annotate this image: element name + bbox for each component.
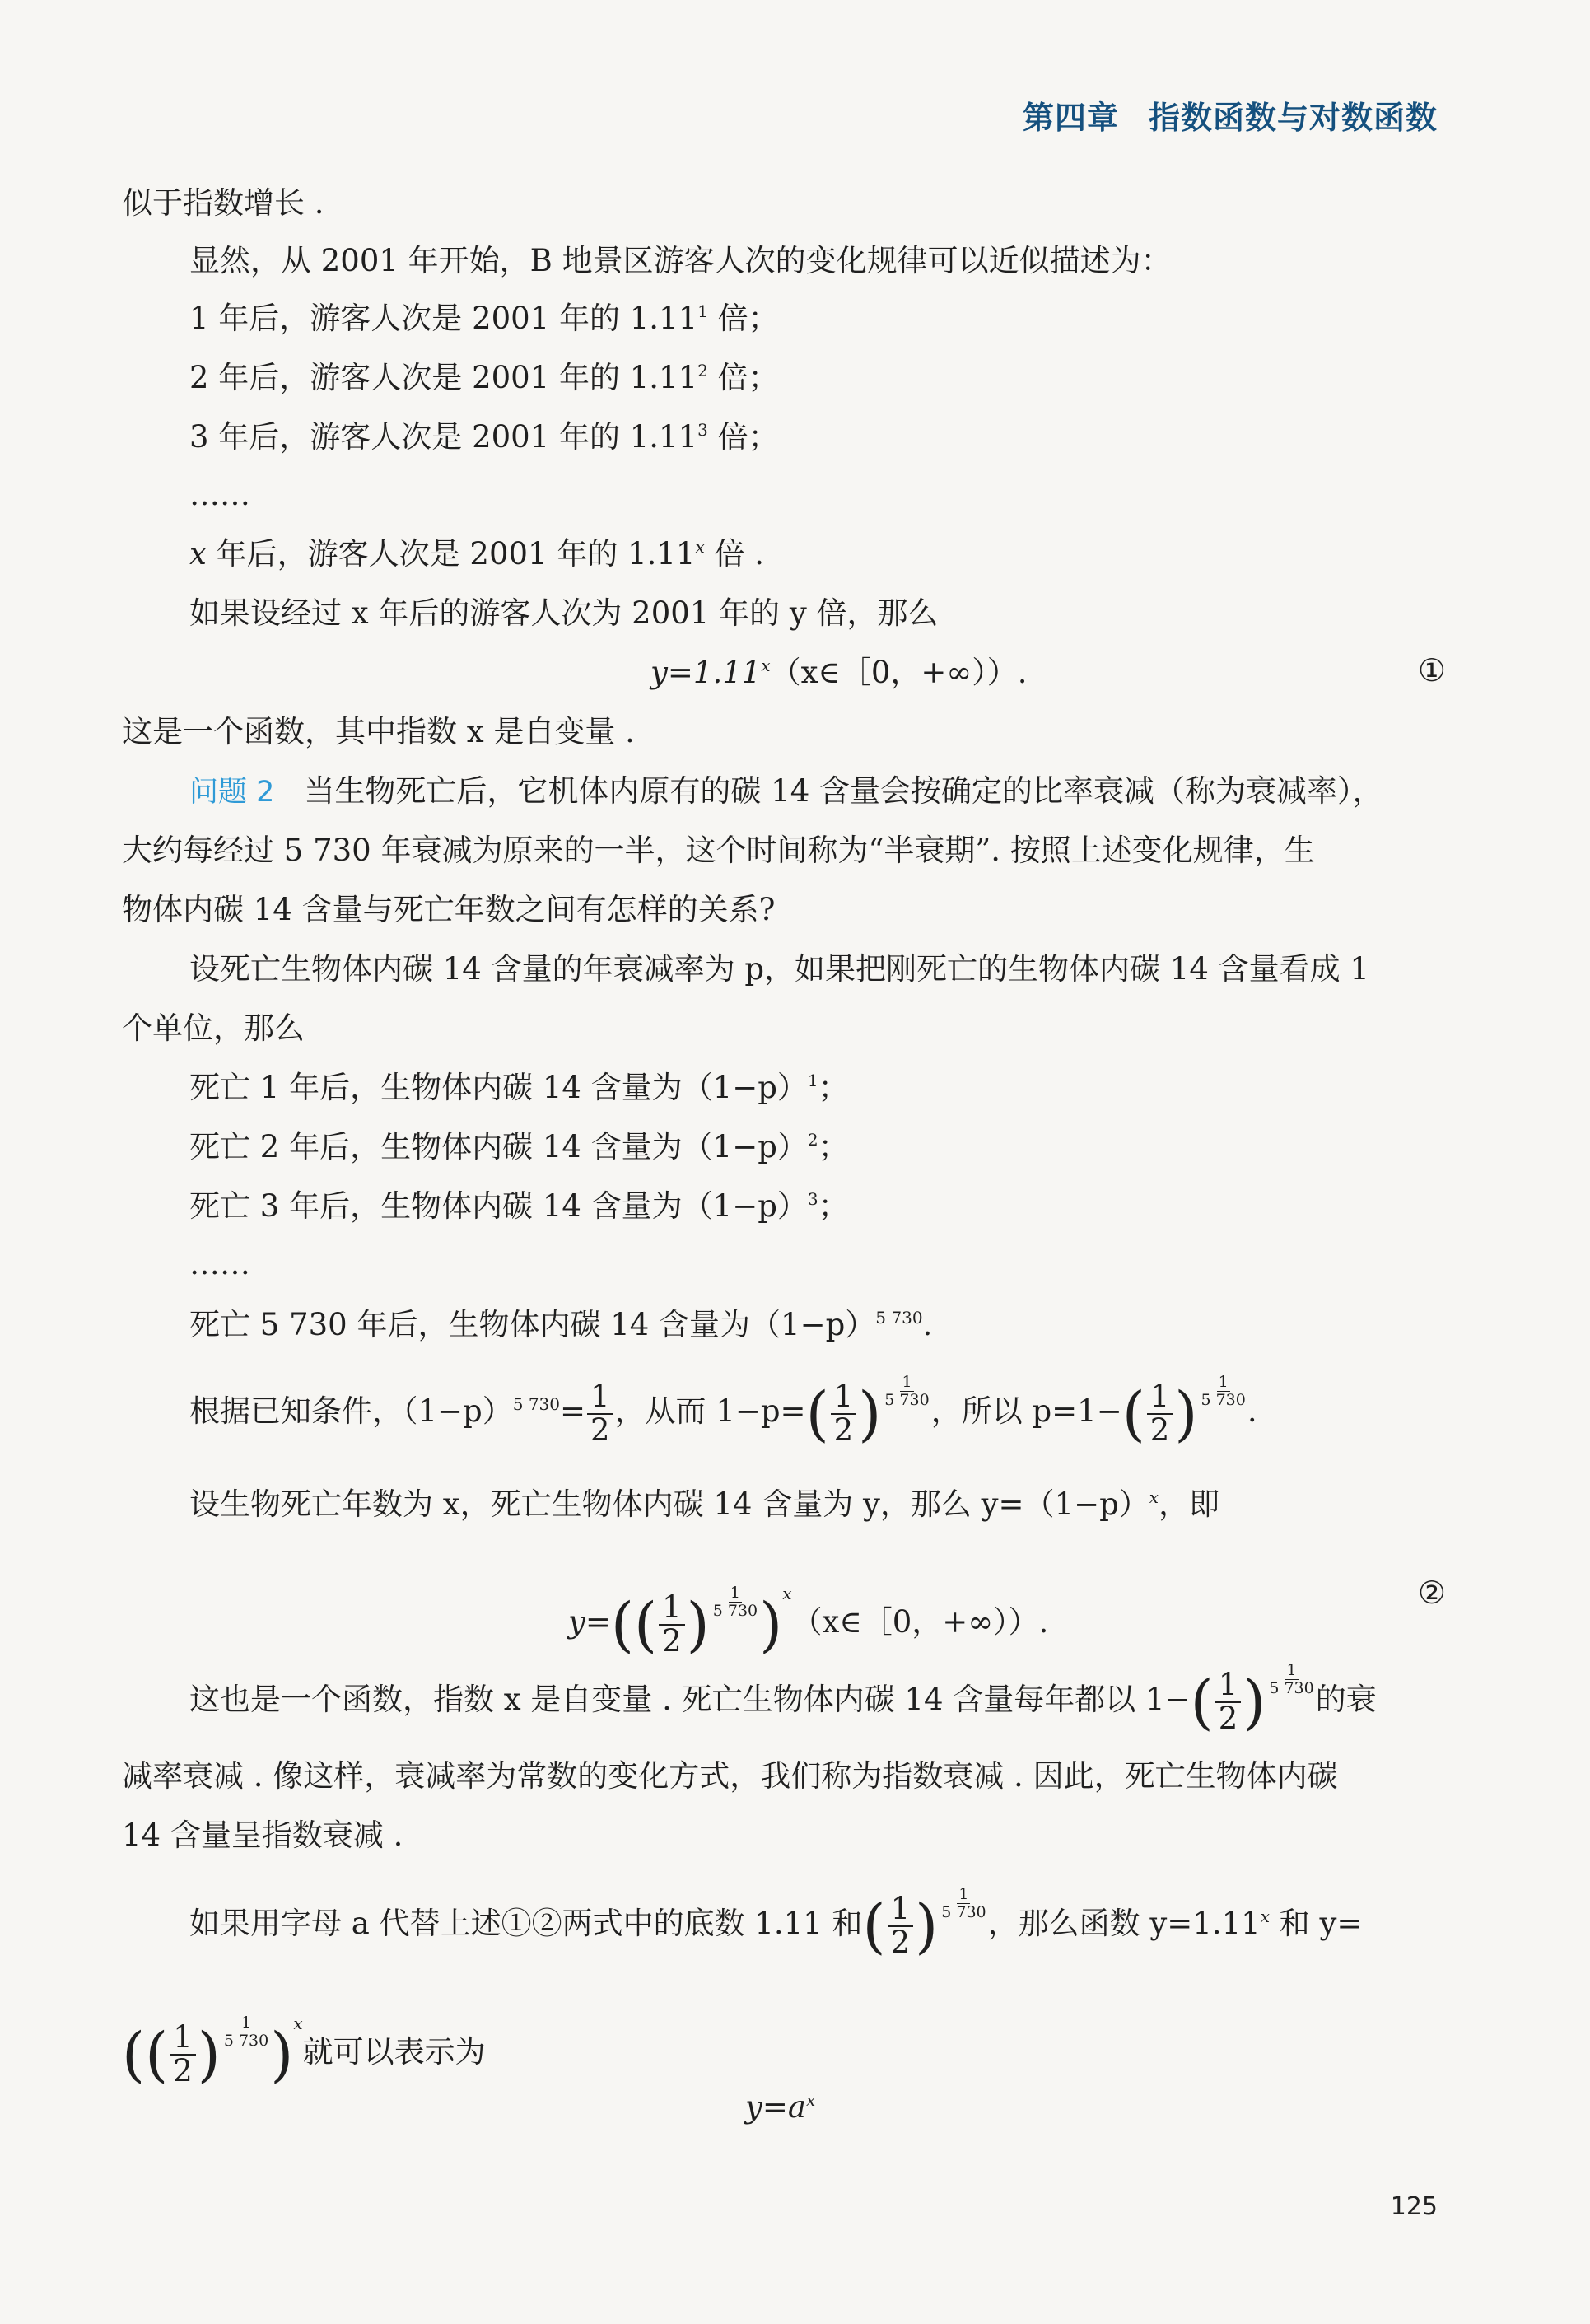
- equation-2: y=(( $\frac{1}{2}$ ) $\frac{1}{5 730}$ )$^x$（x∈［0，+∞））.: [568, 1584, 1049, 1659]
- text-line: 14 含量呈指数衰减 .: [122, 1818, 403, 1853]
- text-line: 个单位，那么: [122, 1010, 305, 1046]
- exponent-fraction: $\frac{1}{5 730}$: [884, 1373, 930, 1409]
- text-line: 问题 2 当生物死亡后，它机体内原有的碳 14 含量会按确定的比率衰减（称为衰减率），: [189, 773, 1383, 809]
- text-line: 死亡 1 年后，生物体内碳 14 含量为$(1-p)^1$；: [189, 1070, 849, 1105]
- chapter-header: [1023, 92, 1438, 138]
- equation-3: $y=a^x$: [745, 2089, 816, 2125]
- equation-1: $y=1.11^x(x\in[0$，+∞））.: [650, 655, 1028, 690]
- equation-marker-2: ②: [1417, 1575, 1446, 1611]
- page-number: 125: [1390, 2192, 1438, 2221]
- fraction: $\frac{1}{2}$: [170, 2022, 196, 2088]
- fraction: $\frac{1}{2}$: [831, 1381, 857, 1447]
- chapter-title: 指数函数与对数函数: [1148, 100, 1438, 136]
- fraction: $\frac{1}{2}$: [1147, 1381, 1173, 1447]
- text-line-fractions: 如果用字母 a 代替上述①②两式中的底数 1.11 和( $\frac{1}{2}$ ) $\frac{1}{5 730}$ ，那么函数 $y=1.11^x$ 和 y=: [189, 1885, 1363, 1961]
- text-line: 死亡 2 年后，生物体内碳 14 含量为$(1-p)^2$；: [189, 1129, 849, 1164]
- text-line: 似于指数增长 .: [122, 185, 324, 221]
- exponent-fraction: $\frac{1}{5 730}$: [712, 1584, 758, 1620]
- text-line: 这是一个函数，其中指数 x 是自变量 .: [122, 714, 635, 749]
- text-line: 设生物死亡年数为 x，死亡生物体内碳 14 含量为 y，那么 $y=(1-p)^x$，即: [189, 1486, 1220, 1522]
- problem-label: 问题 2: [189, 776, 275, 809]
- text-line: 大约每经过 5 730 年衰减为原来的一半，这个时间称为“半衰期”. 按照上述变化规律，生: [122, 833, 1315, 868]
- text-line: 显然，从 2001 年开始，B 地景区游客人次的变化规律可以近似描述为：: [189, 243, 1172, 278]
- equation-marker-1: ①: [1417, 652, 1446, 688]
- text-line: 设死亡生物体内碳 14 含量的年衰减率为 p，如果把刚死亡的生物体内碳 14 含量看成 1: [189, 951, 1369, 987]
- exponent-fraction: $\frac{1}{5 730}$: [223, 2014, 269, 2050]
- text-line: 2 年后，游客人次是 2001 年的 1.11$^2$ 倍；: [189, 360, 779, 395]
- ellipsis: ……: [189, 1246, 250, 1281]
- fraction: $\frac{1}{2}$: [888, 1893, 914, 1959]
- text-line: 减率衰减 . 像这样，衰减率为常数的变化方式，我们称为指数衰减 . 因此，死亡生物体内碳: [122, 1758, 1338, 1794]
- exponent-fraction: $\frac{1}{5 730}$: [1269, 1661, 1314, 1697]
- text-line: 死亡 3 年后，生物体内碳 14 含量为$(1-p)^3$；: [189, 1188, 849, 1224]
- fraction: $\frac{1}{2}$: [1215, 1669, 1242, 1735]
- chapter-number: 第四章: [1022, 100, 1119, 136]
- text-line: 死亡 5 730 年后，生物体内碳 14 含量为$(1-p)^{5 730}$.: [189, 1307, 933, 1342]
- ellipsis: ……: [189, 477, 250, 512]
- text-line: 物体内碳 14 含量与死亡年数之间有怎样的关系?: [122, 892, 776, 927]
- text-line-fractions: 这也是一个函数，指数 x 是自变量 . 死亡生物体内碳 14 含量每年都以 1−( $\frac{1}{2}$ ) $\frac{1}{5 730}$ 的衰: [189, 1661, 1377, 1737]
- text-line: 如果设经过 x 年后的游客人次为 2001 年的 y 倍，那么: [189, 595, 939, 631]
- fraction: $\frac{1}{2}$: [587, 1381, 613, 1447]
- text-line: 1 年后，游客人次是 2001 年的 1.11$^1$ 倍；: [189, 301, 779, 336]
- fraction: $\frac{1}{2}$: [659, 1592, 685, 1658]
- text-line-fractions: 根据已知条件，$(1-p)^{5 730}=$ $\frac{1}{2}$ ，从而 1−p=( $\frac{1}{2}$ ) $\frac{1}{5 730}$ ，所以 p=1−( $\frac{1}{2}$ ) $\frac{1}{5 730}$ .: [189, 1373, 1257, 1449]
- exponent-fraction: $\frac{1}{5 730}$: [941, 1885, 986, 1921]
- text-line-fractions: (( $\frac{1}{2}$ ) $\frac{1}{5 730}$ )$^x$就可以表示为: [122, 2014, 486, 2089]
- text-line: x 年后，游客人次是 2001 年的 1.11$^x$ 倍 .: [189, 536, 765, 572]
- text-line: 3 年后，游客人次是 2001 年的 1.11$^3$ 倍；: [189, 419, 779, 455]
- exponent-fraction: $\frac{1}{5 730}$: [1201, 1373, 1246, 1409]
